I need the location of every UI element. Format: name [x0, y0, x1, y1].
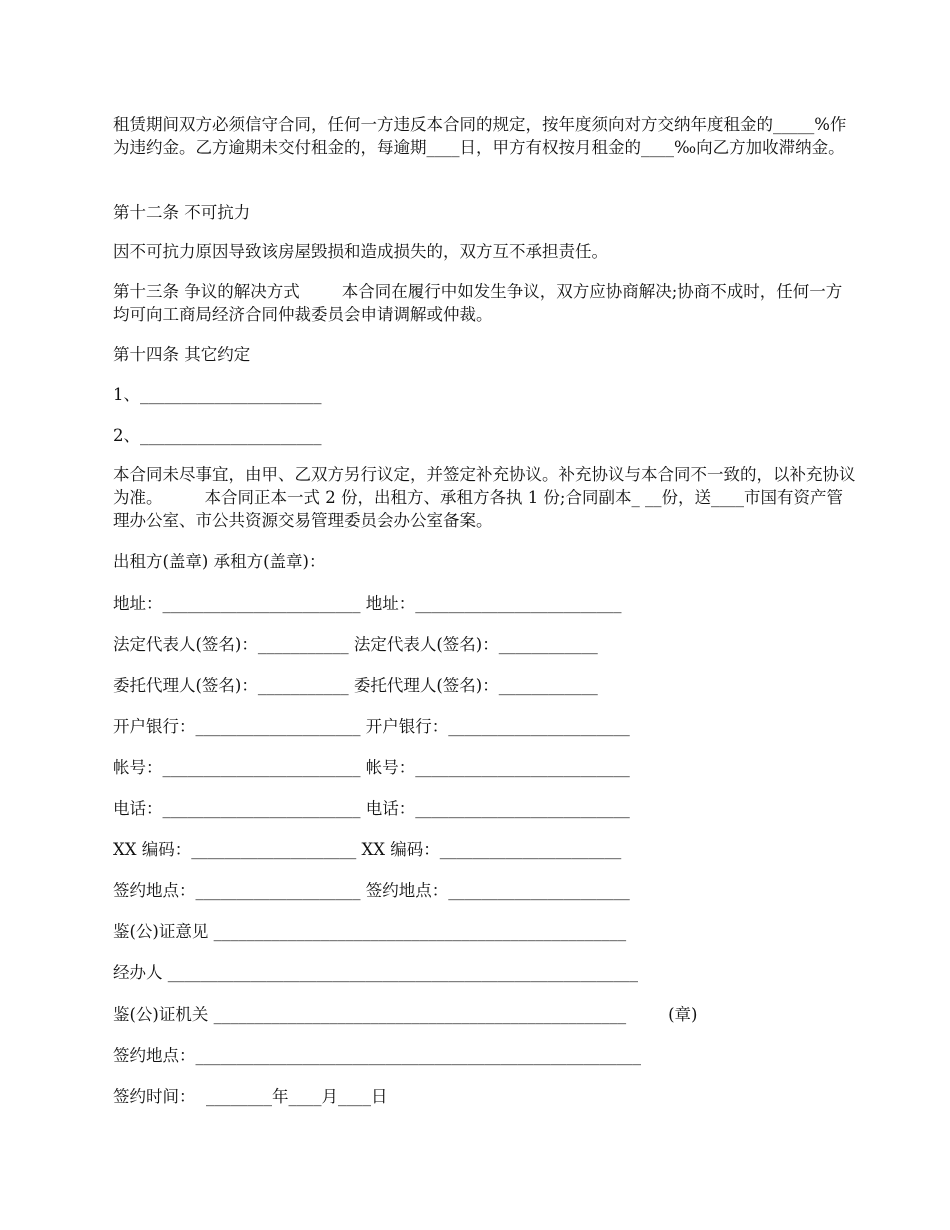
article-12-heading: 第十二条 不可抗力 [113, 203, 251, 222]
notary-office-line: 鉴(公)证机关 __________________________________________________ (章) [113, 1005, 698, 1024]
notary-opinion-line: 鉴(公)证意见 __________________________________________________ [113, 922, 627, 941]
handler-line: 经办人 _________________________________________________________ [113, 963, 638, 982]
account-line: 帐号：________________________ 帐号：__________________________ [113, 758, 630, 777]
supplement-paragraph: 本合同未尽事宜，由甲、乙双方另行议定，并签定补充协议。补充协议与本合同不一致的，以补充协议为准。 本合同正本一式 2 份，出租方、承租方各执 1 份;合同副本_ __份，送____市国有资产管理办公室、市公共资源交易管理委员会办公室备案。 [113, 465, 856, 530]
agent-line: 委托代理人(签名)：___________ 委托代理人(签名)：____________ [113, 676, 598, 695]
force-majeure-text: 因不可抗力原因导致该房屋毁损和造成损失的，双方互不承担责任。 [113, 242, 608, 261]
other-item-2: 2、______________________ [113, 426, 322, 445]
code-line: XX 编码：____________________ XX 编码：______________________ [113, 840, 622, 859]
penalty-paragraph: 租赁期间双方必须信守合同，任何一方违反本合同的规定，按年度须向对方交纳年度租金的_____%作为违约金。乙方逾期未交付租金的，每逾期____日，甲方有权按月租金的____‰向乙方加收滞纳金。 [113, 115, 847, 157]
sign-place-line-2: 签约地点：______________________________________________________ [113, 1046, 641, 1065]
phone-line: 电话：________________________ 电话：__________________________ [113, 799, 630, 818]
bank-line: 开户银行：____________________ 开户银行：______________________ [113, 717, 630, 736]
other-item-1: 1、______________________ [113, 385, 322, 404]
article-14-heading: 第十四条 其它约定 [113, 345, 251, 364]
address-line: 地址：________________________ 地址：_________________________ [113, 594, 622, 613]
parties-seal-line: 出租方(盖章) 承租方(盖章)： [113, 552, 326, 571]
sign-time-line: 签约时间： ________年____月____日 [113, 1087, 388, 1106]
sign-place-line: 签约地点：____________________ 签约地点：______________________ [113, 881, 630, 900]
article-13-paragraph: 第十三条 争议的解决方式 本合同在履行中如发生争议，双方应协商解决;协商不成时，任何一方均可向工商局经济合同仲裁委员会申请调解或仲裁。 [113, 282, 843, 324]
legal-rep-line: 法定代表人(签名)：___________ 法定代表人(签名)：____________ [113, 635, 598, 654]
